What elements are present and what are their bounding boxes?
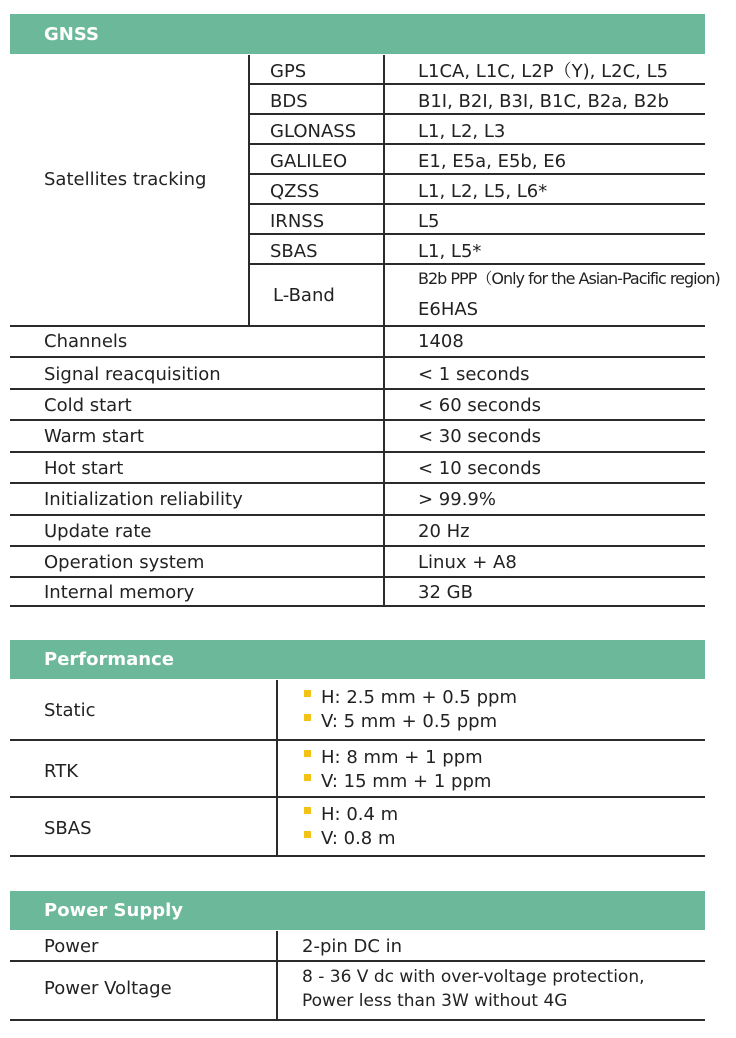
divider	[250, 233, 705, 235]
row-value: < 60 seconds	[418, 395, 542, 416]
divider	[10, 451, 705, 453]
constellation-name: GALILEO	[270, 151, 348, 172]
constellation-name: GPS	[270, 61, 307, 82]
bullet-icon	[304, 750, 311, 757]
accuracy-vertical: V: 0.8 m	[321, 828, 396, 849]
bullet-icon	[304, 807, 311, 814]
gnss-header-title: GNSS	[44, 23, 99, 45]
divider	[10, 855, 705, 857]
bullet-icon	[304, 831, 311, 838]
row-label: Hot start	[44, 458, 124, 479]
row-label: Channels	[44, 331, 128, 352]
row-label: Update rate	[44, 521, 152, 542]
constellation-signals: L1, L2, L3	[418, 121, 506, 142]
divider	[10, 356, 705, 358]
row-label: Initialization reliability	[44, 489, 243, 510]
performance-section-header	[10, 640, 705, 679]
power-voltage-value-line1: 8 - 36 V dc with over-voltage protection,	[302, 967, 645, 987]
performance-label: RTK	[44, 761, 78, 782]
divider	[10, 325, 705, 327]
divider	[10, 960, 705, 962]
row-value: 1408	[418, 331, 464, 352]
divider	[10, 482, 705, 484]
constellation-name: IRNSS	[270, 211, 325, 232]
constellation-signals: L1CA, L1C, L2P（Y), L2C, L5	[418, 61, 669, 82]
divider	[10, 545, 705, 547]
divider	[250, 203, 705, 205]
bullet-icon	[304, 714, 311, 721]
divider	[10, 576, 705, 578]
constellation-name: SBAS	[270, 241, 318, 262]
row-label: Cold start	[44, 395, 132, 416]
divider	[10, 605, 705, 607]
satellites-tracking-label: Satellites tracking	[44, 169, 207, 190]
accuracy-horizontal: H: 0.4 m	[321, 804, 399, 825]
divider	[10, 739, 705, 741]
accuracy-horizontal: H: 2.5 mm + 0.5 ppm	[321, 687, 517, 708]
accuracy-vertical: V: 15 mm + 1 ppm	[321, 771, 492, 792]
power-header-title: Power Supply	[44, 900, 183, 921]
divider	[10, 514, 705, 516]
divider	[10, 419, 705, 421]
performance-label: SBAS	[44, 818, 92, 839]
divider	[250, 143, 705, 145]
performance-divider	[276, 680, 278, 856]
row-value: > 99.9%	[418, 489, 496, 510]
gnss-divider-right	[383, 55, 385, 606]
row-value: < 1 seconds	[418, 364, 530, 385]
power-voltage-value-line2: Power less than 3W without 4G	[302, 991, 568, 1011]
divider	[250, 263, 705, 265]
constellation-signals: L5	[418, 211, 440, 232]
row-value: Linux + A8	[418, 552, 517, 573]
divider	[10, 388, 705, 390]
divider	[10, 796, 705, 798]
constellation-signals: L1, L2, L5, L6*	[418, 181, 548, 202]
constellation-name: QZSS	[270, 181, 320, 202]
constellation-signals: B1I, B2I, B3I, B1C, B2a, B2b	[418, 91, 669, 112]
row-value: < 30 seconds	[418, 426, 542, 447]
constellation-signals: E1, E5a, E5b, E6	[418, 151, 567, 172]
power-divider	[276, 931, 278, 1020]
row-value: 20 Hz	[418, 521, 470, 542]
constellation-name: BDS	[270, 91, 308, 112]
lband-label: L-Band	[273, 285, 335, 306]
bullet-icon	[304, 690, 311, 697]
accuracy-vertical: V: 5 mm + 0.5 ppm	[321, 711, 498, 732]
divider	[250, 83, 705, 85]
accuracy-horizontal: H: 8 mm + 1 ppm	[321, 747, 483, 768]
gnss-divider-left	[248, 55, 250, 326]
power-value: 2-pin DC in	[302, 936, 403, 957]
performance-header-title: Performance	[44, 649, 174, 670]
gnss-section-header	[10, 14, 705, 54]
lband-signal-b2b: B2b PPP（Only for the Asian-Pacific region)	[418, 269, 720, 288]
performance-label: Static	[44, 700, 96, 721]
divider	[10, 1019, 705, 1021]
divider	[250, 113, 705, 115]
divider	[250, 173, 705, 175]
power-label: Power	[44, 936, 99, 957]
row-label: Warm start	[44, 426, 144, 447]
row-value: < 10 seconds	[418, 458, 542, 479]
bullet-icon	[304, 774, 311, 781]
constellation-signals: L1, L5*	[418, 241, 482, 262]
row-value: 32 GB	[418, 582, 473, 603]
row-label: Operation system	[44, 552, 205, 573]
row-label: Signal reacquisition	[44, 364, 221, 385]
power-voltage-label: Power Voltage	[44, 978, 172, 999]
power-section-header	[10, 891, 705, 930]
row-label: Internal memory	[44, 582, 195, 603]
lband-signal-e6has: E6HAS	[418, 299, 479, 320]
constellation-name: GLONASS	[270, 121, 357, 142]
